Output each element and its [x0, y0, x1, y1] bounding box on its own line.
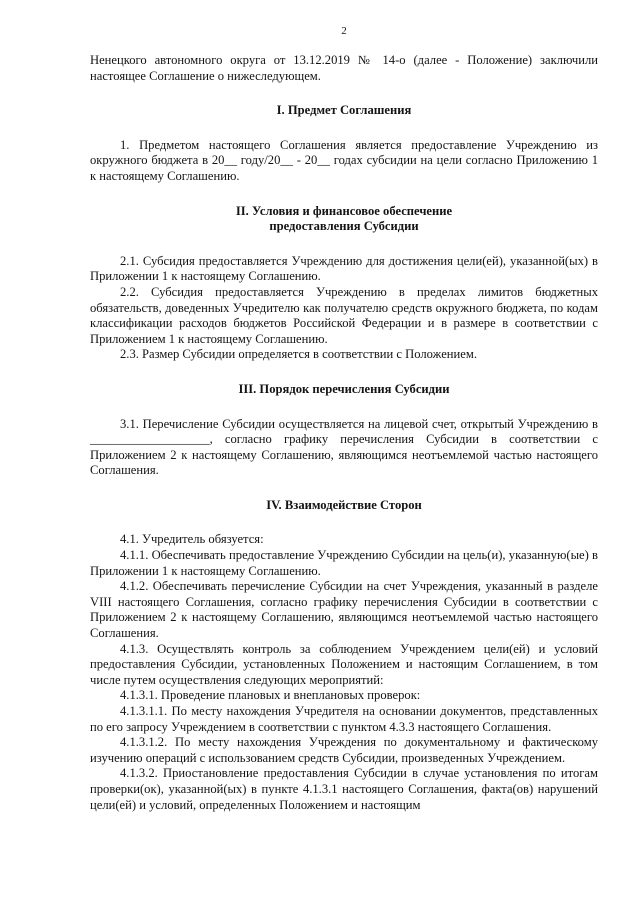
section-heading-line: предоставления Субсидии — [269, 219, 419, 234]
section-heading-line: I. Предмет Соглашения — [276, 103, 412, 118]
paragraph-3-1: 3.1. Перечисление Субсидии осуществляется на лицевой счет, открытый Учреждению в ___________________, согласно графику перечисления Субсидии в соответствии с Приложением 2 к настоящему Соглашению, являющимся неотъемлемой частью настоящего Соглашения. — [90, 416, 598, 478]
section-heading-2 — [90, 204, 598, 235]
paragraph-4-1-3-1-1: 4.1.3.1.1. По месту нахождения Учредителя на основании документов, представленных по его запросу Учреждением в соответствии с пунктом 4.3.3 настоящего Соглашения. — [90, 704, 598, 734]
section-heading-4 — [90, 498, 598, 514]
paragraph-4-1-2: 4.1.2. Обеспечивать перечисление Субсидии на счет Учреждения, указанный в разделе VIII настоящего Соглашения, согласно графику перечисления Субсидии в соответствии с Приложением 2 к настоящему Соглашению, являющимся неотъемлемой частью настоящего Соглашения. — [90, 579, 598, 641]
section-heading-1 — [90, 103, 598, 119]
section-heading-line: II. Условия и финансовое обеспечение — [235, 203, 453, 218]
document-body — [90, 53, 598, 813]
paragraph-4-1-3-1: 4.1.3.1. Проведение плановых и внеплановых проверок: — [120, 688, 421, 703]
page-number: 2 — [341, 25, 347, 37]
section-heading-line: III. Порядок перечисления Субсидии — [238, 381, 450, 396]
paragraph-4-1-3: 4.1.3. Осуществлять контроль за соблюдением Учреждением цели(ей) и условий предоставления Субсидии, установленных Положением и настоящим Соглашением, в том числе путем осуществления следующих мероприятий: — [90, 641, 598, 687]
section-heading-3 — [90, 382, 598, 398]
paragraph-1: 1. Предметом настоящего Соглашения является предоставление Учреждению из окружного бюджета в 20__ году/20__ - 20__ годах субсидии на цели согласно Приложению 1 к настоящему Соглашению. — [90, 137, 598, 183]
paragraph-4-1-3-1-2: 4.1.3.1.2. По месту нахождения Учреждения по документальному и фактическому изучению операций с использованием средств Субсидии, произведенных Учреждением. — [90, 735, 598, 765]
paragraph-4-1-3-2: 4.1.3.2. Приостановление предоставления Субсидии в случае установления по итогам проверки(ок), указанной(ых) в пункте 4.1.3.1 настоящего Соглашения, факта(ов) нарушений цели(ей) и условий, определенных Положением и настоящим — [90, 766, 598, 812]
paragraph-4-1: 4.1. Учредитель обязуется: — [120, 532, 264, 547]
paragraph-2-3: 2.3. Размер Субсидии определяется в соответствии с Положением. — [120, 347, 477, 362]
section-heading-line: IV. Взаимодействие Сторон — [266, 497, 422, 512]
paragraph-2-2: 2.2. Субсидия предоставляется Учреждению в пределах лимитов бюджетных обязательств, доведенных Учредителю как получателю средств окружного бюджета, по кодам классификации расходов бюджетов Российской Федерации и в размере в соответствии с Приложением 1 к настоящему Соглашению. — [90, 284, 598, 346]
intro-paragraph: Ненецкого автономного округа от 13.12.2019 № 14-о (далее - Положение) заключили настоящее Соглашение о нижеследующем. — [90, 53, 598, 83]
paragraph-4-1-1: 4.1.1. Обеспечивать предоставление Учреждению Субсидии на цель(и), указанную(ые) в Приложении 1 к настоящему Соглашению. — [90, 548, 598, 578]
paragraph-2-1: 2.1. Субсидия предоставляется Учреждению для достижения цели(ей), указанной(ых) в Приложении 1 к настоящему Соглашению. — [90, 253, 598, 284]
